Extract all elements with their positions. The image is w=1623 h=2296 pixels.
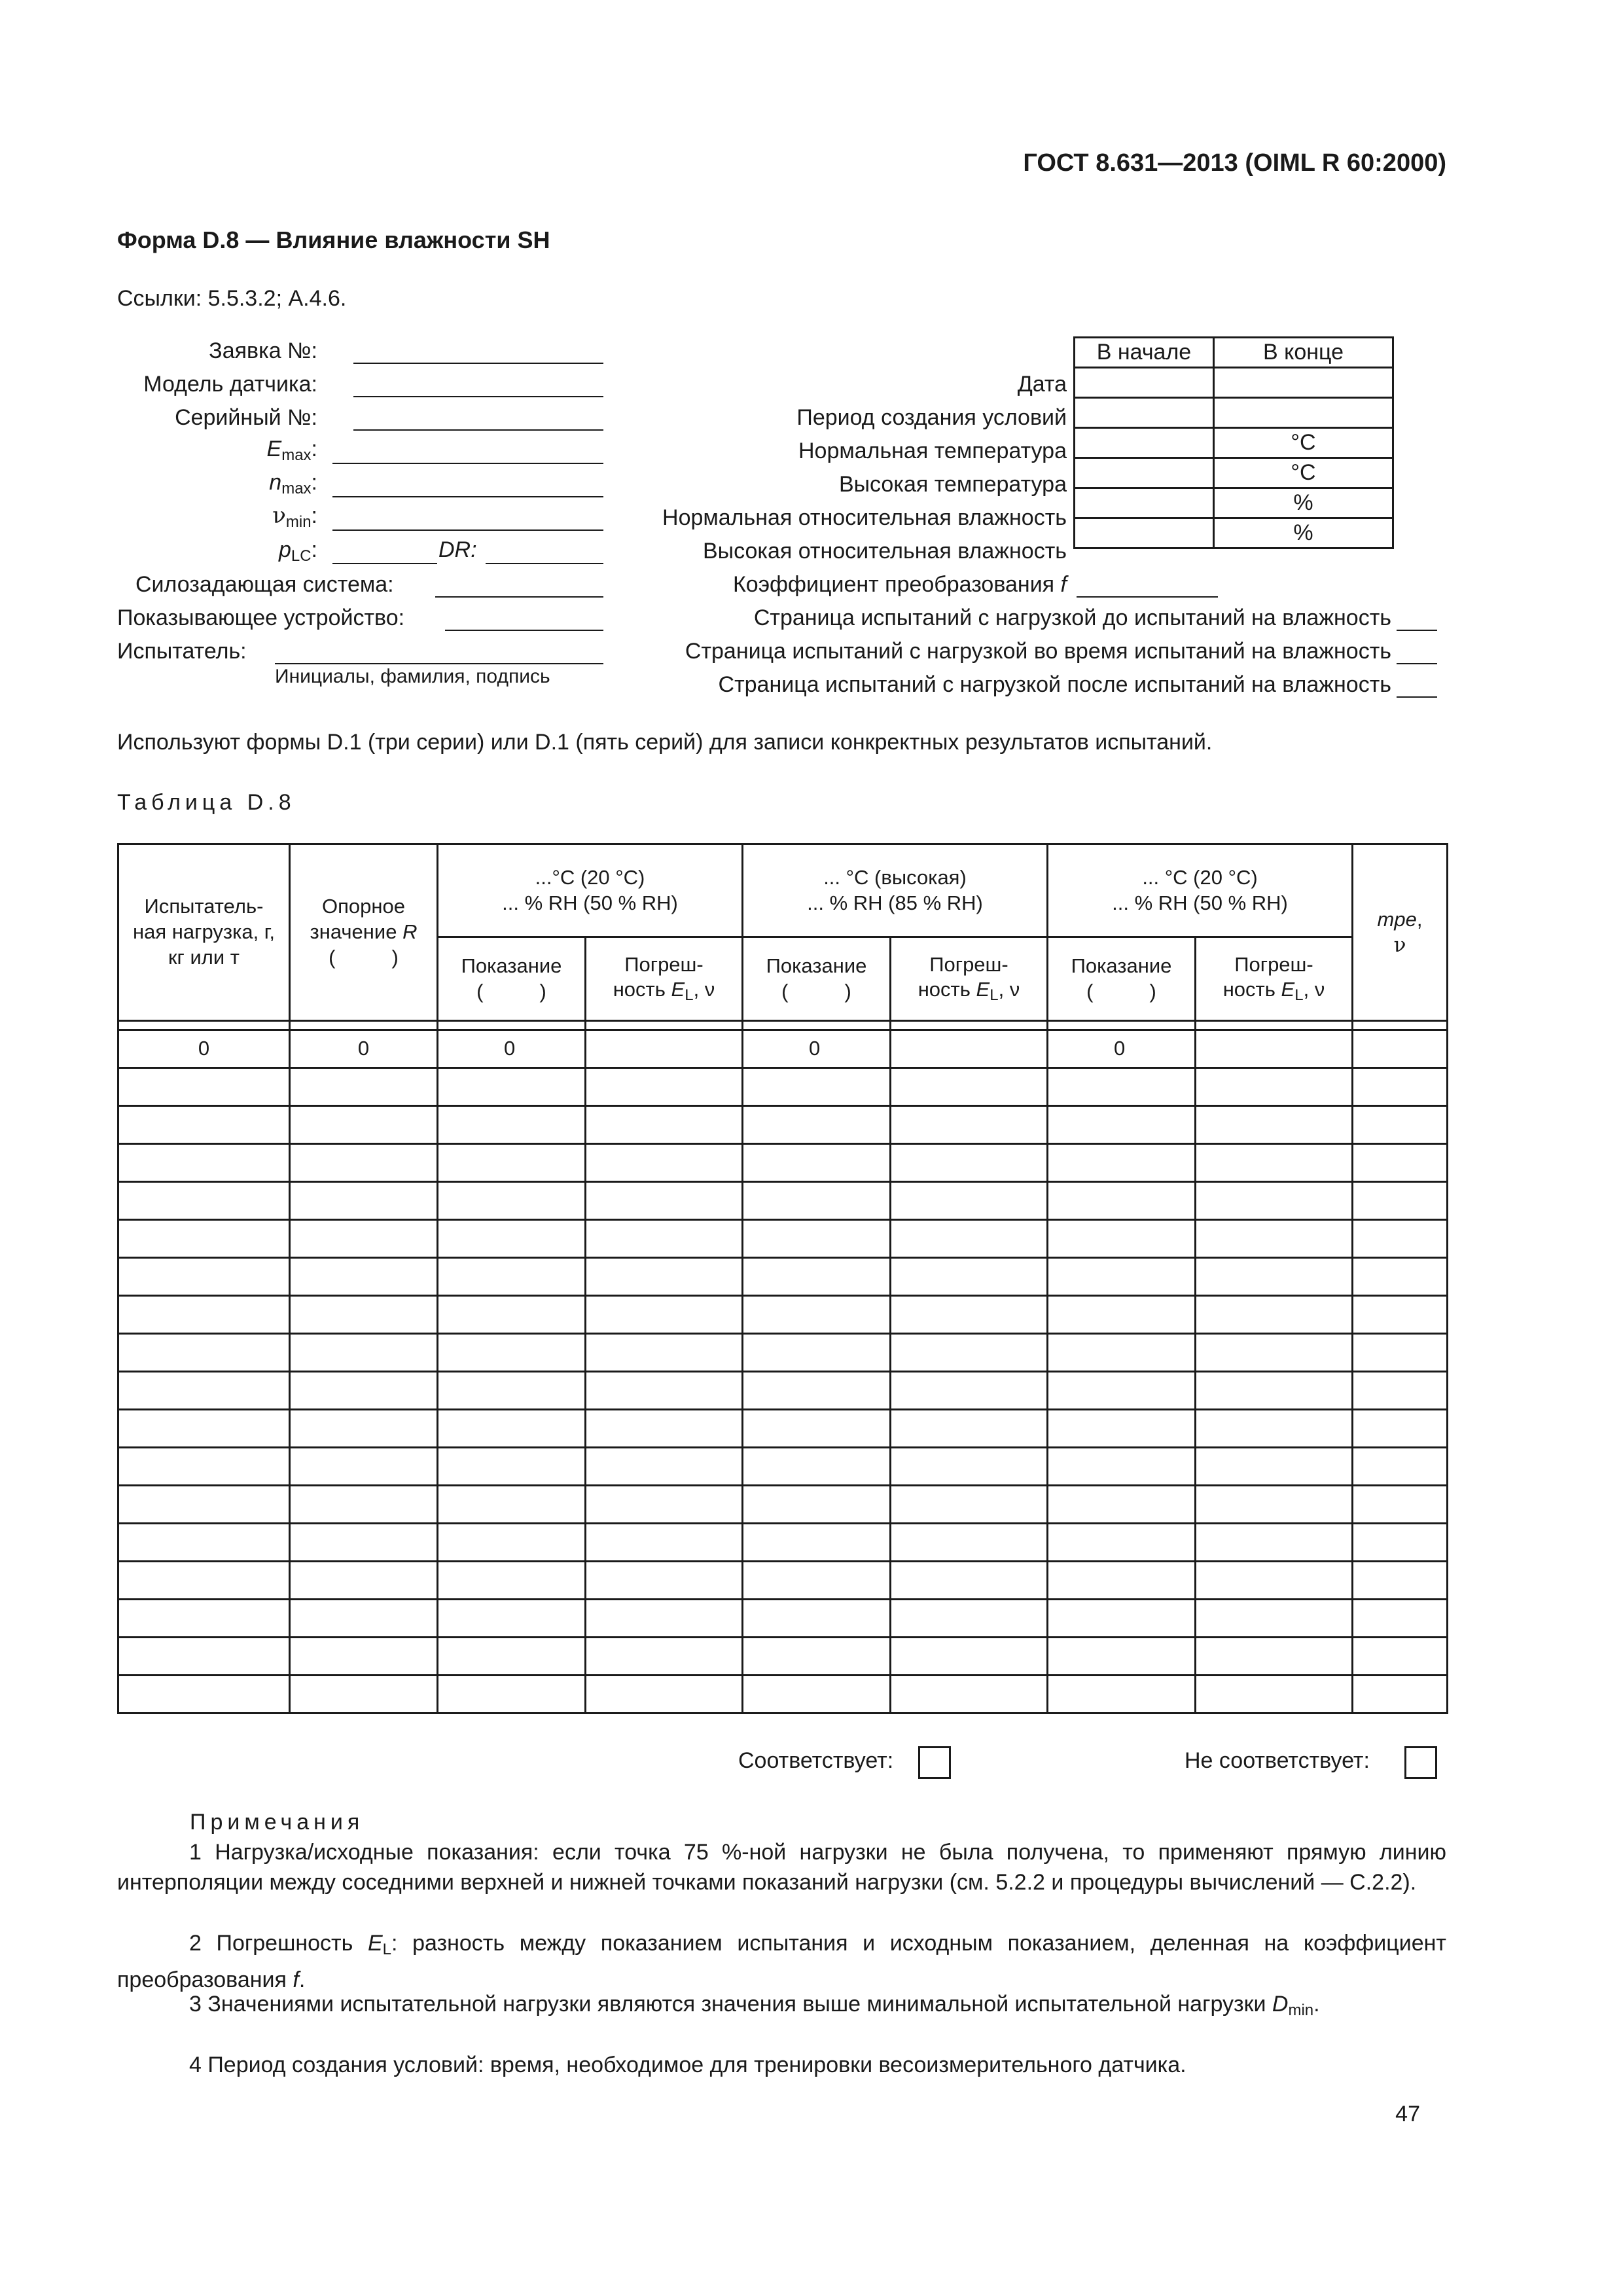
- table-cell[interactable]: [1353, 1448, 1448, 1486]
- reference-value-header: Опорное значение R ( ): [290, 844, 438, 1021]
- table-cell[interactable]: [290, 1448, 438, 1486]
- reading-header-2: Показание ( ): [743, 937, 891, 1021]
- table-cell[interactable]: [290, 1068, 438, 1106]
- page-before-label: Страница испытаний с нагрузкой до испытаний на влажность: [753, 605, 1391, 630]
- high-temp-unit: °С: [1214, 458, 1393, 488]
- table-cell[interactable]: [891, 1144, 1048, 1182]
- table-cell[interactable]: [118, 1410, 290, 1448]
- table-cell[interactable]: [743, 1524, 891, 1562]
- group-normal-2-header: ... °C (20 °C) ... % RH (50 % RH): [1048, 844, 1353, 937]
- table-cell[interactable]: [1048, 1448, 1196, 1486]
- table-cell[interactable]: [118, 1524, 290, 1562]
- note-1: 1 Нагрузка/исходные показания: если точка 75 %-ной нагрузки не была получена, то применяют прямую линию интерполяции между соседними верхней и нижней точками показаний нагрузки (см. 5.2.2 и процедуры вычислений — С.2.2).: [117, 1840, 1446, 1895]
- dr-label: DR:: [438, 537, 477, 562]
- table-cell[interactable]: [118, 1334, 290, 1372]
- table-cell[interactable]: [1353, 1106, 1448, 1144]
- table-cell[interactable]: [891, 1068, 1048, 1106]
- table-cell[interactable]: [743, 1296, 891, 1334]
- page-before-field[interactable]: [1397, 630, 1437, 631]
- table-cell[interactable]: [438, 1676, 586, 1713]
- instruction-text: Используют формы D.1 (три серии) или D.1 (пять серий) для записи конкректных результатов испытаний.: [117, 730, 1213, 755]
- table-cell[interactable]: [743, 1676, 891, 1713]
- normal-temp-start-cell[interactable]: [1075, 428, 1214, 458]
- table-cell[interactable]: [290, 1600, 438, 1638]
- table-cell[interactable]: [1196, 1030, 1353, 1068]
- table-cell[interactable]: [118, 1182, 290, 1220]
- table-cell[interactable]: [290, 1676, 438, 1713]
- e-max-field[interactable]: [332, 463, 603, 464]
- table-cell[interactable]: [118, 1144, 290, 1182]
- table-cell[interactable]: [586, 1220, 743, 1258]
- table-row: [118, 1030, 1448, 1068]
- high-temperature-label: Высокая температура: [838, 472, 1067, 497]
- table-cell[interactable]: [1048, 1524, 1196, 1562]
- table-cell[interactable]: [1353, 1220, 1448, 1258]
- table-cell[interactable]: [891, 1486, 1048, 1524]
- notes-title: Примечания: [190, 1810, 365, 1835]
- reading-header-1: Показание ( ): [438, 937, 586, 1021]
- group-normal-1-header: ...°C (20 °C) ... % RH (50 % RH): [438, 844, 743, 937]
- force-system-label: Силозадающая система:: [135, 572, 394, 597]
- table-cell[interactable]: [1353, 1486, 1448, 1524]
- table-cell[interactable]: [1196, 1676, 1353, 1713]
- table-cell[interactable]: [586, 1068, 743, 1106]
- table-row: [118, 1448, 1448, 1486]
- table-cell[interactable]: [586, 1600, 743, 1638]
- table-row: [118, 1220, 1448, 1258]
- table-cell[interactable]: [1048, 1486, 1196, 1524]
- v-min-label: $\nu_{min}$:: [272, 503, 317, 531]
- table-cell[interactable]: [1196, 1638, 1353, 1676]
- normal-humidity-label: Нормальная относительная влажность: [662, 505, 1067, 530]
- date-label: Дата: [1017, 372, 1067, 397]
- table-cell[interactable]: [1353, 1524, 1448, 1562]
- table-cell[interactable]: [1353, 1562, 1448, 1600]
- table-cell[interactable]: [118, 1296, 290, 1334]
- error-header-1: Погреш- ность $E_L$, ν: [586, 937, 743, 1021]
- table-cell[interactable]: [743, 1106, 891, 1144]
- table-cell[interactable]: [118, 1258, 290, 1296]
- table-cell[interactable]: [1048, 1372, 1196, 1410]
- table-cell[interactable]: [118, 1600, 290, 1638]
- table-cell[interactable]: [1353, 1600, 1448, 1638]
- table-cell[interactable]: [1353, 1676, 1448, 1713]
- tester-caption: Инициалы, фамилия, подпись: [275, 666, 550, 687]
- sensor-model-field[interactable]: [353, 396, 603, 397]
- table-cell[interactable]: [743, 1562, 891, 1600]
- table-cell[interactable]: [1196, 1372, 1353, 1410]
- table-cell[interactable]: 0: [438, 1030, 586, 1068]
- table-cell[interactable]: [1353, 1410, 1448, 1448]
- table-row: [118, 1068, 1448, 1106]
- e-max-label: $E_{max}$:: [266, 437, 317, 464]
- table-cell[interactable]: [891, 1562, 1048, 1600]
- table-cell[interactable]: [743, 1600, 891, 1638]
- table-cell[interactable]: [1196, 1182, 1353, 1220]
- table-cell[interactable]: [290, 1372, 438, 1410]
- period-end-cell[interactable]: [1214, 398, 1393, 428]
- table-cell[interactable]: [891, 1334, 1048, 1372]
- table-cell[interactable]: [586, 1486, 743, 1524]
- table-cell[interactable]: [1048, 1562, 1196, 1600]
- table-row: [118, 1524, 1448, 1562]
- table-cell[interactable]: [1048, 1600, 1196, 1638]
- table-cell[interactable]: [118, 1448, 290, 1486]
- table-cell[interactable]: [1048, 1144, 1196, 1182]
- table-cell[interactable]: [438, 1334, 586, 1372]
- table-cell[interactable]: [586, 1410, 743, 1448]
- table-row: [118, 1676, 1448, 1713]
- conditions-table: [1073, 336, 1394, 549]
- period-start-cell[interactable]: [1075, 398, 1214, 428]
- table-cell[interactable]: [290, 1334, 438, 1372]
- table-cell[interactable]: [743, 1068, 891, 1106]
- table-cell[interactable]: [586, 1144, 743, 1182]
- table-cell[interactable]: [1196, 1296, 1353, 1334]
- coefficient-field[interactable]: [1077, 596, 1218, 598]
- tester-label: Испытатель:: [117, 639, 247, 664]
- table-cell[interactable]: [118, 1372, 290, 1410]
- table-cell[interactable]: [1196, 1144, 1353, 1182]
- table-cell[interactable]: [743, 1258, 891, 1296]
- error-header-3: Погреш- ность $E_L$, ν: [1196, 937, 1353, 1021]
- table-cell[interactable]: 0: [743, 1030, 891, 1068]
- table-cell[interactable]: [1353, 1030, 1448, 1068]
- table-cell[interactable]: [891, 1296, 1048, 1334]
- note-2: 2 Погрешность $E_L$: разность между показанием испытания и исходным показанием, деленная на коэффициент преобразования f.: [117, 1931, 1447, 1992]
- table-cell[interactable]: [1196, 1106, 1353, 1144]
- table-cell[interactable]: [891, 1220, 1048, 1258]
- table-row: [118, 1562, 1448, 1600]
- table-cell[interactable]: [586, 1372, 743, 1410]
- table-cell[interactable]: [743, 1334, 891, 1372]
- group-high-header: ... °C (высокая) ... % RH (85 % RH): [743, 844, 1048, 937]
- p-lc-label: $p_{LC}$:: [278, 537, 317, 565]
- table-cell[interactable]: [438, 1524, 586, 1562]
- table-cell[interactable]: [290, 1258, 438, 1296]
- table-cell[interactable]: [1353, 1372, 1448, 1410]
- table-cell[interactable]: [118, 1562, 290, 1600]
- table-cell[interactable]: [586, 1562, 743, 1600]
- table-cell[interactable]: [1048, 1334, 1196, 1372]
- table-cell[interactable]: [1048, 1220, 1196, 1258]
- table-cell[interactable]: [586, 1524, 743, 1562]
- table-cell[interactable]: [586, 1334, 743, 1372]
- standard-header: ГОСТ 8.631—2013 (OIML R 60:2000): [1023, 149, 1446, 177]
- v-min-field[interactable]: [332, 529, 603, 531]
- table-cell[interactable]: [118, 1068, 290, 1106]
- table-cell[interactable]: [438, 1448, 586, 1486]
- mpe-header: mpe, ν: [1353, 844, 1448, 1021]
- table-row: [118, 1486, 1448, 1524]
- normal-temp-unit: °С: [1214, 428, 1393, 458]
- table-cell[interactable]: [891, 1676, 1048, 1713]
- table-cell[interactable]: [1196, 1486, 1353, 1524]
- table-cell[interactable]: [586, 1448, 743, 1486]
- table-cell[interactable]: [1196, 1258, 1353, 1296]
- coefficient-label: Коэффициент преобразования f: [732, 572, 1067, 597]
- table-cell[interactable]: [1196, 1068, 1353, 1106]
- table-row: [118, 1106, 1448, 1144]
- table-cell[interactable]: [743, 1410, 891, 1448]
- table-cell[interactable]: [290, 1144, 438, 1182]
- table-cell[interactable]: [1048, 1676, 1196, 1713]
- table-cell[interactable]: [1196, 1448, 1353, 1486]
- form-references: Ссылки: 5.5.3.2; А.4.6.: [117, 286, 347, 311]
- table-cell[interactable]: [1196, 1334, 1353, 1372]
- table-cell[interactable]: [118, 1638, 290, 1676]
- table-cell[interactable]: [290, 1296, 438, 1334]
- table-cell[interactable]: [290, 1524, 438, 1562]
- table-cell[interactable]: [891, 1524, 1048, 1562]
- table-cell[interactable]: [438, 1486, 586, 1524]
- table-cell[interactable]: [586, 1258, 743, 1296]
- table-caption: Таблица D.8: [117, 790, 296, 815]
- test-load-header: Испытатель-ная нагрузка, г, кг или т: [118, 844, 290, 1021]
- table-cell[interactable]: [438, 1372, 586, 1410]
- note-4: 4 Период создания условий: время, необходимое для тренировки весоизмерительного датчика.: [189, 2053, 1186, 2077]
- table-cell[interactable]: [1353, 1144, 1448, 1182]
- table-cell[interactable]: [290, 1410, 438, 1448]
- p-lc-field[interactable]: [332, 563, 437, 564]
- complies-label: Соответствует:: [738, 1748, 894, 1773]
- table-row: [118, 1372, 1448, 1410]
- indicator-label: Показывающее устройство:: [117, 605, 405, 630]
- table-cell[interactable]: [1196, 1220, 1353, 1258]
- table-cell[interactable]: [891, 1600, 1048, 1638]
- conditioning-period-label: Период создания условий: [796, 405, 1067, 430]
- normal-humidity-unit: %: [1214, 488, 1393, 518]
- results-table: [117, 843, 1448, 1714]
- high-humidity-label: Высокая относительная влажность: [702, 539, 1067, 564]
- table-cell[interactable]: [438, 1144, 586, 1182]
- table-cell[interactable]: [438, 1068, 586, 1106]
- table-row: [118, 1144, 1448, 1182]
- page-during-field[interactable]: [1397, 663, 1437, 664]
- date-end-cell[interactable]: [1214, 368, 1393, 398]
- table-cell[interactable]: [1048, 1296, 1196, 1334]
- table-cell[interactable]: [743, 1144, 891, 1182]
- application-field[interactable]: [353, 363, 603, 364]
- table-cell[interactable]: [891, 1372, 1048, 1410]
- table-cell[interactable]: [891, 1448, 1048, 1486]
- table-cell[interactable]: [438, 1296, 586, 1334]
- table-cell[interactable]: [1196, 1562, 1353, 1600]
- table-cell[interactable]: [1048, 1638, 1196, 1676]
- table-row: [118, 1600, 1448, 1638]
- table-cell[interactable]: [743, 1372, 891, 1410]
- table-row: [118, 1296, 1448, 1334]
- table-cell[interactable]: [1353, 1296, 1448, 1334]
- table-cell[interactable]: [891, 1410, 1048, 1448]
- complies-checkbox[interactable]: [918, 1746, 951, 1779]
- table-cell[interactable]: [1353, 1638, 1448, 1676]
- table-cell[interactable]: [438, 1182, 586, 1220]
- note-3: 3 Значениями испытательной нагрузки являются значения выше минимальной испытательной нагрузки $D_{min}$.: [189, 1992, 1320, 2019]
- table-cell[interactable]: [1196, 1600, 1353, 1638]
- indicator-field[interactable]: [445, 630, 603, 631]
- table-row: [118, 1334, 1448, 1372]
- table-cell[interactable]: [290, 1182, 438, 1220]
- table-cell[interactable]: [1353, 1258, 1448, 1296]
- table-cell[interactable]: [438, 1638, 586, 1676]
- table-cell[interactable]: [438, 1600, 586, 1638]
- table-cell[interactable]: [290, 1220, 438, 1258]
- serial-label: Серийный №:: [175, 405, 317, 430]
- table-cell[interactable]: [438, 1220, 586, 1258]
- table-cell[interactable]: [586, 1030, 743, 1068]
- table-cell[interactable]: [891, 1182, 1048, 1220]
- table-cell[interactable]: 0: [118, 1030, 290, 1068]
- table-cell[interactable]: [891, 1258, 1048, 1296]
- table-cell[interactable]: [118, 1676, 290, 1713]
- table-cell[interactable]: [743, 1448, 891, 1486]
- normal-humidity-start-cell[interactable]: [1075, 488, 1214, 518]
- table-row: [118, 1638, 1448, 1676]
- table-cell[interactable]: [743, 1486, 891, 1524]
- form-title: Форма D.8 — Влияние влажности SH: [117, 226, 550, 253]
- page-during-label: Страница испытаний с нагрузкой во время испытаний на влажность: [685, 639, 1391, 664]
- n-max-field[interactable]: [332, 496, 603, 497]
- page-number: 47: [1395, 2102, 1420, 2126]
- table-row: [118, 1182, 1448, 1220]
- reading-header-3: Показание ( ): [1048, 937, 1196, 1021]
- not-complies-label: Не соответствует:: [1185, 1748, 1370, 1773]
- table-cell[interactable]: [586, 1638, 743, 1676]
- table-cell[interactable]: [743, 1638, 891, 1676]
- table-cell[interactable]: [743, 1220, 891, 1258]
- table-cell[interactable]: [1196, 1524, 1353, 1562]
- table-cell[interactable]: [743, 1182, 891, 1220]
- table-cell[interactable]: [1353, 1068, 1448, 1106]
- date-start-cell[interactable]: [1075, 368, 1214, 398]
- table-cell[interactable]: [438, 1562, 586, 1600]
- force-system-field[interactable]: [435, 596, 603, 598]
- table-cell[interactable]: [891, 1638, 1048, 1676]
- high-humidity-unit: %: [1214, 518, 1393, 548]
- high-temp-start-cell[interactable]: [1075, 458, 1214, 488]
- table-cell[interactable]: [1048, 1106, 1196, 1144]
- table-cell[interactable]: [586, 1182, 743, 1220]
- table-cell[interactable]: [438, 1410, 586, 1448]
- table-cell[interactable]: [438, 1106, 586, 1144]
- n-max-label: $n_{max}$:: [269, 470, 317, 497]
- page-after-field[interactable]: [1397, 696, 1437, 698]
- dr-field[interactable]: [486, 563, 603, 564]
- table-cell[interactable]: [1353, 1182, 1448, 1220]
- table-cell[interactable]: [290, 1638, 438, 1676]
- table-cell[interactable]: [891, 1030, 1048, 1068]
- table-cell[interactable]: [891, 1106, 1048, 1144]
- table-cell[interactable]: [1196, 1410, 1353, 1448]
- table-cell[interactable]: [290, 1486, 438, 1524]
- not-complies-checkbox[interactable]: [1404, 1746, 1437, 1779]
- table-cell[interactable]: 0: [290, 1030, 438, 1068]
- table-cell[interactable]: [586, 1296, 743, 1334]
- table-cell[interactable]: [586, 1106, 743, 1144]
- sensor-model-label: Модель датчика:: [143, 372, 317, 397]
- table-cell[interactable]: [1048, 1182, 1196, 1220]
- col-end-header: В конце: [1214, 338, 1393, 368]
- table-row: [118, 1258, 1448, 1296]
- page-after-label: Страница испытаний с нагрузкой после испытаний на влажность: [718, 672, 1391, 697]
- table-cell[interactable]: [586, 1676, 743, 1713]
- application-label: Заявка №:: [209, 338, 317, 363]
- table-cell[interactable]: [1353, 1334, 1448, 1372]
- table-cell[interactable]: 0: [1048, 1030, 1196, 1068]
- table-cell[interactable]: [1048, 1068, 1196, 1106]
- table-cell[interactable]: [290, 1106, 438, 1144]
- table-cell[interactable]: [118, 1220, 290, 1258]
- table-cell[interactable]: [118, 1106, 290, 1144]
- table-cell[interactable]: [438, 1258, 586, 1296]
- table-cell[interactable]: [1048, 1410, 1196, 1448]
- high-humidity-start-cell[interactable]: [1075, 518, 1214, 548]
- table-cell[interactable]: [290, 1562, 438, 1600]
- error-header-2: Погреш- ность $E_L$, ν: [891, 937, 1048, 1021]
- tester-field[interactable]: [275, 663, 603, 664]
- table-row: [118, 1410, 1448, 1448]
- table-cell[interactable]: [1048, 1258, 1196, 1296]
- serial-field[interactable]: [353, 429, 603, 431]
- normal-temperature-label: Нормальная температура: [798, 439, 1067, 463]
- table-cell[interactable]: [118, 1486, 290, 1524]
- col-start-header: В начале: [1075, 338, 1214, 368]
